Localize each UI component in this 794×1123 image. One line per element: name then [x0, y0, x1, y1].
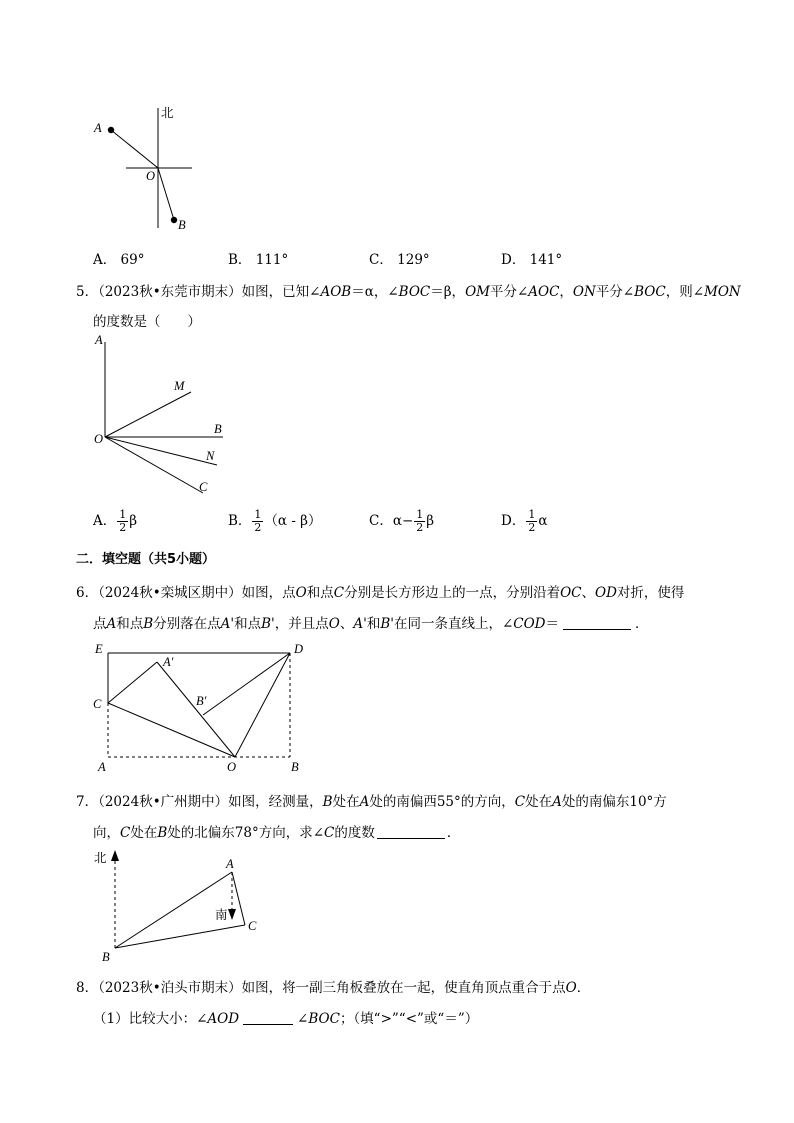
- q6-label-o: O: [227, 760, 237, 774]
- q4-label-b: B: [178, 218, 186, 232]
- q4-option-a[interactable]: A． 69°: [93, 252, 145, 268]
- q5-label-o: O: [94, 432, 104, 446]
- q7-answer-blank[interactable]: [377, 838, 445, 839]
- q7-south-label: 南: [215, 907, 228, 922]
- q4-option-d[interactable]: D． 141°: [501, 252, 563, 268]
- q5-option-a[interactable]: A． $\frac{1}{2}$ β: [93, 508, 138, 534]
- q5-figure: [95, 330, 235, 500]
- q6-label-b-prime: B′: [196, 694, 207, 708]
- q4-north-label: 北: [161, 105, 174, 120]
- q4-option-b[interactable]: B． 111°: [228, 252, 289, 268]
- q6-answer-blank[interactable]: [563, 629, 631, 630]
- q7-label-c: C: [248, 919, 257, 933]
- q8-answer-blank[interactable]: [243, 1024, 293, 1025]
- q8-stem: 8．（2023秋•泊头市期末）如图，将一副三角板叠放在一起，使直角顶点重合于点O．: [76, 980, 591, 996]
- q7-figure: [100, 845, 270, 960]
- point-a: [108, 127, 114, 133]
- q6-label-d: D: [294, 642, 304, 656]
- q6-label-e: E: [95, 642, 103, 656]
- q6-stem-line2: 点A和点B分别落在点A'和点B'，并且点O、A'和B'在同一条直线上，∠COD＝ ．: [93, 616, 649, 632]
- q4-label-a: A: [94, 121, 102, 135]
- q5-option-b[interactable]: B． $\frac{1}{2}$ （α - β）: [228, 508, 322, 534]
- q5-option-c[interactable]: C．α− $\frac{1}{2}$ β: [369, 508, 435, 534]
- q7-north-label: 北: [94, 850, 107, 865]
- q4-option-c[interactable]: C． 129°: [369, 252, 430, 268]
- q5-label-c: C: [199, 480, 208, 494]
- q7-stem: 7．（2024秋•广州期中）如图，经测量，B处在A处的南偏西55°的方向，C处在A处的南偏东10°方: [76, 794, 667, 810]
- q7-stem-line2: 向，C处在B处的北偏东78°方向，求∠C的度数 ．: [93, 825, 461, 841]
- q6-label-a-prime: A′: [163, 655, 174, 669]
- q8-sub1: （1）比较大小：∠AOD ∠BOC；（填“>”“<”或“＝”）: [93, 1011, 479, 1027]
- point-b: [171, 217, 177, 223]
- q5-stem: 5．（2023秋•东莞市期末）如图，已知∠AOB＝α，∠BOC＝β，OM平分∠AOC，ON平分∠BOC，则∠MON: [76, 284, 741, 300]
- q5-label-a: A: [95, 333, 103, 347]
- q5-label-n: N: [206, 449, 215, 463]
- section-fill-in-heading: 二．填空题（共5小题）: [76, 552, 216, 567]
- q6-stem: 6．（2024秋•栾城区期中）如图，点O和点C分别是长方形边上的一点，分别沿着OC、OD对折，使得: [76, 585, 685, 601]
- q6-label-b: B: [291, 760, 299, 774]
- q5-option-d[interactable]: D． $\frac{1}{2}$ α: [501, 508, 548, 534]
- q6-label-a: A: [98, 760, 106, 774]
- q7-label-b: B: [102, 950, 110, 964]
- q7-label-a: A: [226, 857, 234, 871]
- q5-label-m: M: [174, 379, 185, 393]
- q6-label-c: C: [93, 697, 102, 711]
- q5-label-b: B: [214, 422, 222, 436]
- q5-stem-line2: 的度数是（ ）: [93, 314, 201, 330]
- q4-label-o: O: [146, 169, 156, 183]
